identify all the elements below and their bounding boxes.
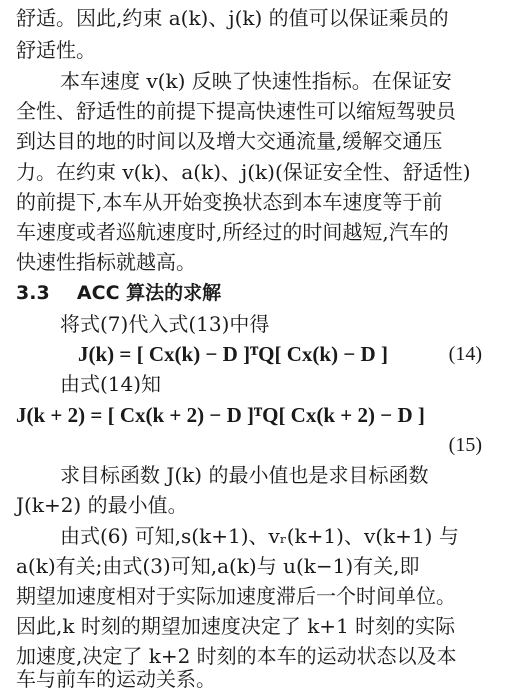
section-heading — [16, 280, 221, 306]
text-line: a(k)有关;由式(3)可知,a(k)与 u(k−1)有关,即 — [16, 554, 420, 578]
text-line: 求目标函数 J(k) 的最小值也是求目标函数 — [60, 463, 429, 487]
section-number: 3.3 — [16, 282, 50, 304]
text-line: 加速度,决定了 k+2 时刻的本车的运动状态以及本 — [16, 644, 457, 668]
text-line: 全性、舒适性的前提下提高快速性可以缩短驾驶员 — [16, 99, 456, 123]
equation-number: (15) — [448, 434, 482, 456]
text-line: 将式(7)代入式(13)中得 — [60, 312, 270, 336]
equation-14: J(k) = [ Cx(k) − D ]ᵀQ[ Cx(k) − D ] — [78, 342, 388, 366]
text-line: 舒适。因此,约束 a(k)、j(k) 的值可以保证乘员的 — [16, 6, 449, 30]
equation-15: J(k + 2) = [ Cx(k + 2) − D ]ᵀQ[ Cx(k + 2) − D ] — [16, 403, 425, 427]
text-line: 车与前车的运动关系。 — [16, 667, 216, 691]
text-line: 本车速度 v(k) 反映了快速性指标。在保证安 — [60, 69, 452, 93]
text-line: 由式(6) 可知,s(k+1)、vᵣ(k+1)、v(k+1) 与 — [60, 524, 459, 548]
text-line: 到达目的地的时间以及增大交通流量,缓解交通压 — [16, 129, 443, 153]
text-line: 的前提下,本车从开始变换状态到本车速度等于前 — [16, 190, 443, 214]
text-line: 力。在约束 v(k)、a(k)、j(k)(保证安全性、舒适性) — [16, 160, 471, 184]
text-line: 由式(14)知 — [60, 372, 162, 396]
text-line: 期望加速度相对于实际加速度滞后一个时间单位。 — [16, 584, 456, 608]
text-line: 因此,k 时刻的期望加速度决定了 k+1 时刻的实际 — [16, 614, 456, 638]
text-line: 舒适性。 — [16, 38, 96, 62]
text-line: 快速性指标就越高。 — [16, 250, 196, 274]
text-line: 车速度或者巡航速度时,所经过的时间越短,汽车的 — [16, 220, 449, 244]
equation-number: (14) — [448, 343, 482, 365]
section-title: ACC 算法的求解 — [76, 282, 222, 304]
text-line: J(k+2) 的最小值。 — [16, 493, 188, 517]
